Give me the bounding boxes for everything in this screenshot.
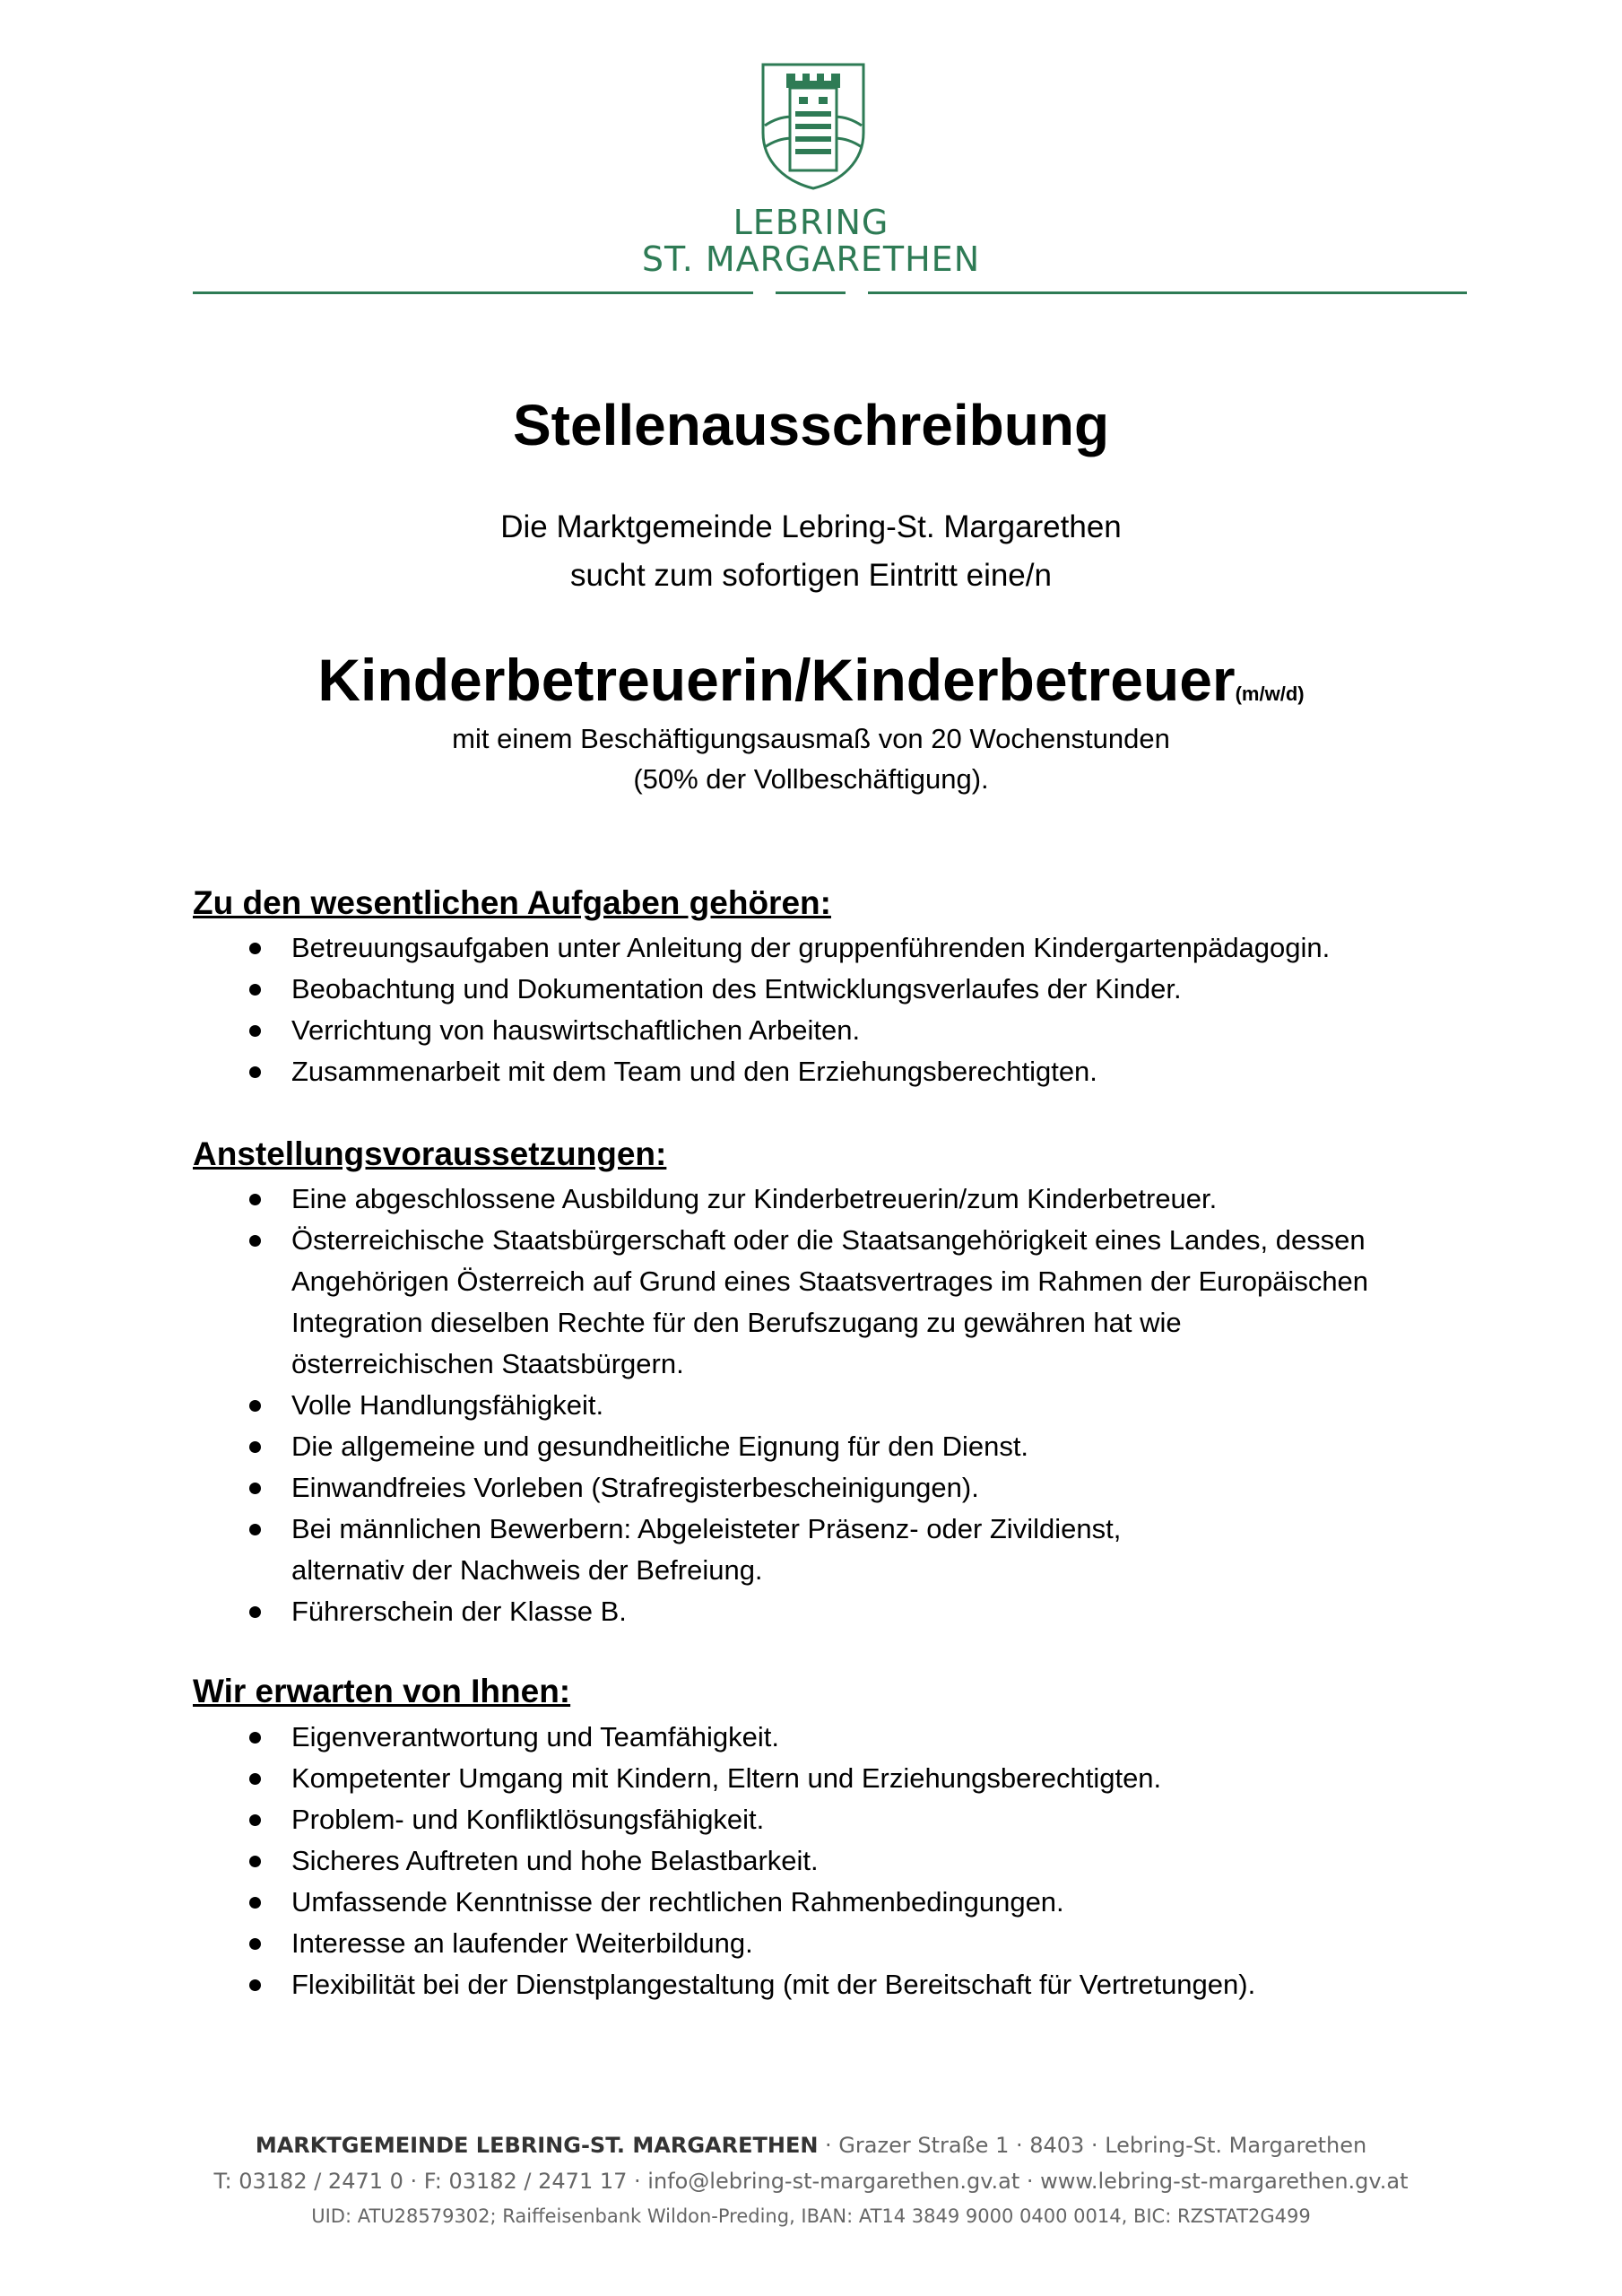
list-item: Eigenverantwortung und Teamfähigkeit. xyxy=(0,1717,1622,1758)
list-item: Betreuungsaufgaben unter Anleitung der gruppenführenden Kindergartenpädagogin. xyxy=(0,927,1622,969)
castle-tower-crest-icon xyxy=(759,61,867,192)
header-rule-right xyxy=(868,291,1467,294)
brand-name-line2: ST. MARGARETHEN xyxy=(641,239,981,279)
list-item: Flexibilität bei der Dienstplangestaltung (mit der Bereitschaft für Vertretungen). xyxy=(0,1964,1622,2005)
brand-name-line1: LEBRING xyxy=(733,203,889,242)
list-item: Kompetenter Umgang mit Kindern, Eltern und Erziehungsberechtigten. xyxy=(0,1758,1622,1799)
expectations-list xyxy=(0,1717,1622,2005)
intro-line-1: Die Marktgemeinde Lebring-St. Margarethen xyxy=(500,509,1122,544)
list-item: Zusammenarbeit mit dem Team und den Erziehungsberechtigten. xyxy=(0,1051,1622,1092)
footer-address-text: · Grazer Straße 1 · 8403 · Lebring-St. Margarethen xyxy=(818,2133,1367,2158)
job-title-text: Kinderbetreuerin/Kinderbetreuer xyxy=(317,647,1236,713)
list-item: Sicheres Auftreten und hohe Belastbarkeit. xyxy=(0,1840,1622,1882)
header-rule-left xyxy=(193,291,753,294)
job-hours-line-2: (50% der Vollbeschäftigung). xyxy=(633,763,989,795)
list-item: Führerschein der Klasse B. xyxy=(0,1591,1622,1632)
list-item: Bei männlichen Bewerbern: Abgeleisteter Präsenz- oder Zivildienst, alternativ der Nachweis der Befreiung. xyxy=(0,1509,1622,1591)
header-rule-center xyxy=(776,291,846,294)
list-item: Beobachtung und Dokumentation des Entwicklungsverlaufes der Kinder. xyxy=(0,969,1622,1010)
job-hours-line-1: mit einem Beschäftigungsausmaß von 20 Wochenstunden xyxy=(452,723,1170,754)
footer-contact: T: 03182 / 2471 0 · F: 03182 / 2471 17 · info@lebring-st-margarethen.gv.at · www.lebring-st-margarethen.gv.at xyxy=(213,2169,1409,2194)
list-item: Problem- und Konfliktlösungsfähigkeit. xyxy=(0,1799,1622,1840)
list-item: Verrichtung von hauswirtschaftlichen Arbeiten. xyxy=(0,1010,1622,1051)
list-item: Einwandfreies Vorleben (Strafregisterbescheinigungen). xyxy=(0,1467,1622,1509)
list-item: Umfassende Kenntnisse der rechtlichen Rahmenbedingungen. xyxy=(0,1882,1622,1923)
list-item: Österreichische Staatsbürgerschaft oder die Staatsangehörigkeit eines Landes, dessen Angehörigen Österreich auf Grund eines Staatsvertrages im Rahmen der Europäischen Integration dieselben Rechte für den Berufszugang zu gewähren hat wie österreichischen Staatsbürgern. xyxy=(0,1220,1622,1385)
section-heading-tasks: Zu den wesentlichen Aufgaben gehören: xyxy=(193,884,831,921)
list-item: Eine abgeschlossene Ausbildung zur Kinderbetreuerin/zum Kinderbetreuer. xyxy=(0,1178,1622,1220)
job-title-suffix: (m/w/d) xyxy=(1235,683,1305,705)
tasks-list xyxy=(0,927,1622,1092)
list-item: Die allgemeine und gesundheitliche Eignung für den Dienst. xyxy=(0,1426,1622,1467)
section-heading-requirements: Anstellungsvoraussetzungen: xyxy=(193,1135,667,1172)
section-heading-expectations: Wir erwarten von Ihnen: xyxy=(193,1673,571,1709)
list-item: Interesse an laufender Weiterbildung. xyxy=(0,1923,1622,1964)
requirements-list xyxy=(0,1178,1622,1632)
intro-line-2: sucht zum sofortigen Eintritt eine/n xyxy=(570,558,1052,593)
job-title xyxy=(0,646,1622,714)
list-item: Volle Handlungsfähigkeit. xyxy=(0,1385,1622,1426)
footer-address xyxy=(0,2133,1622,2158)
page-title: Stellenausschreibung xyxy=(512,393,1110,457)
footer-org-name: MARKTGEMEINDE LEBRING-ST. MARGARETHEN xyxy=(255,2133,819,2158)
footer-bank-details: UID: ATU28579302; Raiffeisenbank Wildon-Preding, IBAN: AT14 3849 9000 0400 0014, BIC: RZSTAT2G499 xyxy=(311,2205,1311,2227)
